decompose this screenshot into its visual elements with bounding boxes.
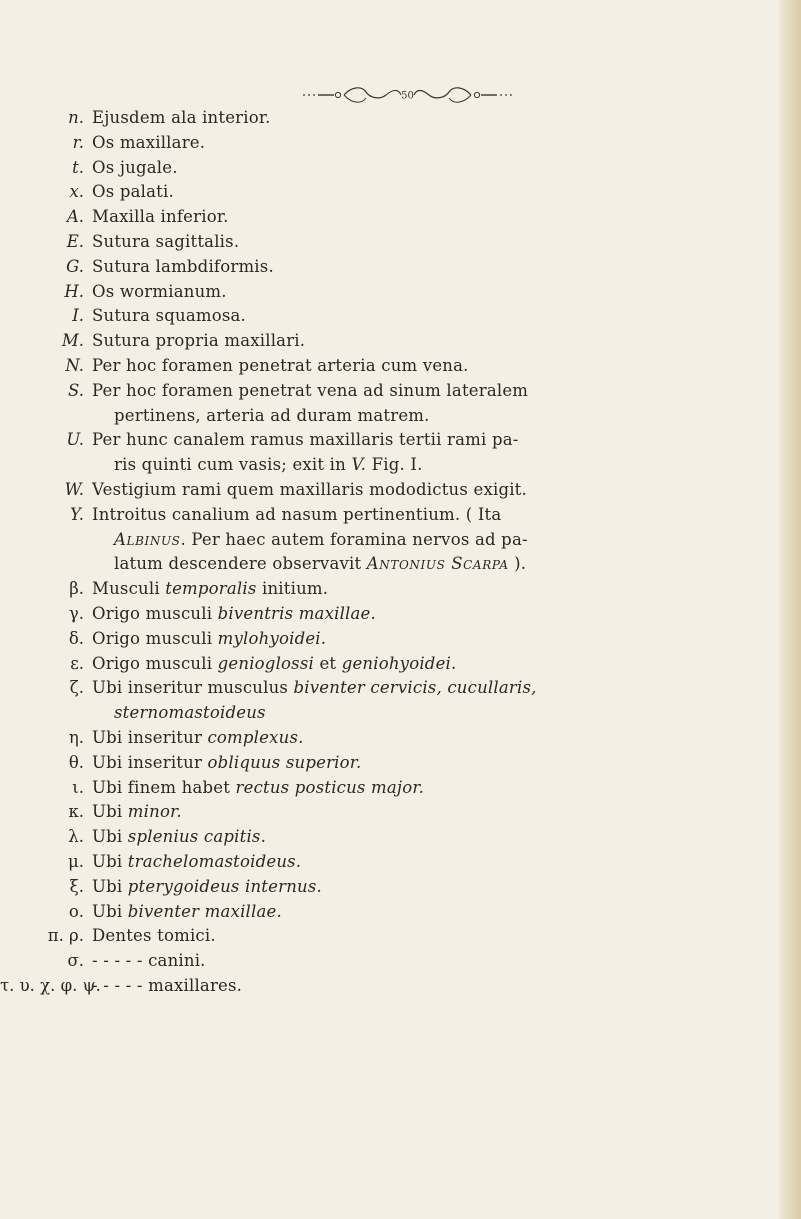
legend-description bbox=[92, 428, 752, 478]
legend-description bbox=[92, 900, 752, 925]
continuation-line bbox=[114, 528, 752, 553]
legend-description bbox=[92, 602, 752, 627]
entry-text-segment: Ubi bbox=[92, 876, 128, 896]
legend-description bbox=[92, 255, 752, 280]
legend-entry bbox=[0, 875, 780, 900]
entry-text-segment: et bbox=[314, 653, 342, 673]
legend-list bbox=[0, 106, 780, 999]
legend-entry bbox=[0, 900, 780, 925]
legend-entry bbox=[0, 280, 780, 305]
legend-entry bbox=[0, 304, 780, 329]
legend-entry bbox=[0, 602, 780, 627]
header-ornament bbox=[300, 84, 515, 106]
entry-text-segment: obliquus superior. bbox=[207, 752, 362, 772]
continuation-line bbox=[114, 404, 752, 429]
entry-text-segment: Ubi inseritur bbox=[92, 752, 208, 772]
legend-description bbox=[92, 676, 752, 726]
entry-text-segment: pertinens, arteria ad duram matrem. bbox=[114, 405, 430, 425]
legend-key: θ. bbox=[68, 752, 84, 772]
entry-text-segment: Ubi inseritur bbox=[92, 727, 208, 747]
legend-key: κ. bbox=[68, 802, 84, 822]
entry-text-segment: biventris maxillae. bbox=[217, 603, 376, 623]
entry-text-segment: biventer maxillae. bbox=[127, 901, 282, 921]
entry-text-segment: Os maxillare. bbox=[92, 132, 206, 152]
legend-key: ι. bbox=[72, 777, 84, 797]
entry-text-segment: Sutura propria maxillari. bbox=[92, 331, 306, 351]
entry-text-segment: latum descendere observavit bbox=[114, 554, 367, 574]
legend-description bbox=[92, 230, 752, 255]
legend-entry bbox=[0, 825, 780, 850]
legend-entry bbox=[0, 156, 780, 181]
entry-text-segment: rectus posticus major. bbox=[235, 777, 425, 797]
legend-description bbox=[92, 751, 752, 776]
legend-entry bbox=[0, 949, 780, 974]
legend-description bbox=[92, 776, 752, 801]
continuation-line bbox=[114, 701, 752, 726]
entry-text-segment: Albinus bbox=[114, 529, 181, 549]
continuation-line bbox=[114, 552, 752, 577]
entry-text-segment: splenius capitis. bbox=[127, 827, 267, 847]
entry-text-segment: Ejusdem ala interior. bbox=[92, 108, 271, 127]
page-number: 50 bbox=[401, 90, 414, 102]
legend-key: U. bbox=[66, 430, 84, 450]
legend-key: μ. bbox=[68, 851, 84, 871]
legend-key: τ. υ. χ. φ. ψ. bbox=[0, 975, 101, 995]
legend-description bbox=[92, 205, 752, 230]
entry-text-segment: genioglossi bbox=[217, 653, 314, 673]
legend-key: W. bbox=[64, 479, 84, 499]
entry-text-segment: Per hoc foramen penetrat arteria cum vena. bbox=[92, 355, 469, 375]
entry-text-segment: mylohyoidei. bbox=[217, 628, 327, 648]
entry-text-segment: Ubi bbox=[92, 851, 128, 871]
entry-text-segment: Origo musculi bbox=[92, 603, 218, 623]
entry-text-segment: Ubi bbox=[92, 901, 128, 921]
continuation-line bbox=[114, 453, 752, 478]
entry-text-segment: ). bbox=[508, 554, 527, 574]
page-edge-shadow bbox=[779, 0, 801, 1219]
legend-key: ε. bbox=[70, 653, 84, 673]
legend-description bbox=[92, 478, 752, 503]
legend-key: β. bbox=[69, 579, 84, 599]
entry-text-segment: geniohyoidei. bbox=[341, 653, 457, 673]
legend-entry bbox=[0, 652, 780, 677]
entry-text-segment: Sutura sagittalis. bbox=[92, 231, 240, 251]
legend-entry bbox=[0, 776, 780, 801]
entry-text-segment: Introitus canalium ad nasum pertinentium. ( Ita bbox=[92, 504, 502, 524]
entry-text-segment: Origo musculi bbox=[92, 653, 218, 673]
entry-text-segment: trachelomastoideus. bbox=[127, 851, 302, 871]
legend-description bbox=[92, 949, 752, 974]
legend-key: G. bbox=[66, 256, 84, 276]
entry-text-segment: Antonius Scarpa bbox=[366, 554, 509, 574]
legend-description bbox=[92, 652, 752, 677]
legend-entry bbox=[0, 726, 780, 751]
entry-text-segment: Ubi finem habet bbox=[92, 777, 236, 797]
legend-description bbox=[92, 800, 752, 825]
legend-description bbox=[92, 627, 752, 652]
entry-text-segment: . Per haec autem foramina nervos ad pa- bbox=[180, 529, 528, 549]
entry-text-segment: temporalis bbox=[165, 579, 257, 599]
entry-text-segment: Ubi bbox=[92, 827, 128, 847]
legend-description bbox=[92, 850, 752, 875]
legend-entry bbox=[0, 478, 780, 503]
legend-description bbox=[92, 131, 752, 156]
entry-text-segment: Os palati. bbox=[92, 182, 174, 202]
legend-key: t. bbox=[72, 157, 84, 177]
entry-text-segment: sternomastoideus bbox=[114, 703, 266, 723]
legend-key: ξ. bbox=[69, 876, 84, 896]
legend-key: M. bbox=[61, 331, 84, 351]
legend-entry bbox=[0, 205, 780, 230]
entry-text-segment: Fig. I. bbox=[366, 455, 423, 475]
legend-entry bbox=[0, 106, 780, 131]
entry-text-segment: Maxilla inferior. bbox=[92, 207, 229, 227]
legend-key: H. bbox=[64, 281, 84, 301]
legend-description bbox=[92, 329, 752, 354]
entry-text-segment: Vestigium rami quem maxillaris mododictus exigit. bbox=[92, 479, 527, 499]
entry-text-segment: Sutura lambdiformis. bbox=[92, 256, 274, 276]
legend-description bbox=[92, 156, 752, 181]
entry-text-segment: Os jugale. bbox=[92, 157, 178, 177]
legend-key: r. bbox=[72, 132, 84, 152]
legend-key: ζ. bbox=[69, 678, 84, 698]
legend-key: Y. bbox=[69, 504, 84, 524]
legend-entry bbox=[0, 255, 780, 280]
entry-text-segment: - - - - - maxillares. bbox=[92, 975, 243, 995]
legend-key: λ. bbox=[68, 827, 84, 847]
legend-key: γ. bbox=[68, 603, 84, 623]
entry-text-segment: biventer cervicis, cucullaris, bbox=[293, 678, 537, 698]
entry-text-segment: ris quinti cum vasis; exit in bbox=[114, 455, 352, 475]
legend-description bbox=[92, 924, 752, 949]
legend-entry bbox=[0, 131, 780, 156]
legend-description bbox=[92, 875, 752, 900]
legend-entry bbox=[0, 329, 780, 354]
entry-text-segment: Per hoc foramen penetrat vena ad sinum lateralem bbox=[92, 380, 529, 400]
legend-key: η. bbox=[68, 727, 84, 747]
entry-text-segment: Musculi bbox=[92, 579, 166, 599]
entry-text-segment: Origo musculi bbox=[92, 628, 218, 648]
entry-text-segment: - - - - - canini. bbox=[92, 951, 206, 971]
entry-text-segment: initium. bbox=[256, 579, 329, 599]
legend-entry bbox=[0, 974, 780, 999]
entry-text-segment: Ubi bbox=[92, 802, 128, 822]
legend-key: σ. bbox=[67, 951, 84, 971]
legend-key: π. ρ. bbox=[47, 926, 84, 946]
entry-text-segment: complexus. bbox=[207, 727, 304, 747]
legend-key: ο. bbox=[68, 901, 84, 921]
entry-text-segment: minor. bbox=[127, 802, 182, 822]
legend-key: A. bbox=[66, 207, 84, 227]
legend-entry bbox=[0, 676, 780, 726]
legend-key: n. bbox=[68, 108, 84, 127]
entry-text-segment: Per hunc canalem ramus maxillaris tertii rami pa- bbox=[92, 430, 519, 450]
legend-key: δ. bbox=[68, 628, 84, 648]
legend-entry bbox=[0, 751, 780, 776]
legend-key: x. bbox=[69, 182, 84, 202]
legend-entry bbox=[0, 627, 780, 652]
legend-entry bbox=[0, 379, 780, 429]
legend-entry bbox=[0, 503, 780, 577]
legend-entry bbox=[0, 180, 780, 205]
legend-description bbox=[92, 106, 752, 131]
legend-description bbox=[92, 379, 752, 429]
entry-text-segment: Sutura squamosa. bbox=[92, 306, 246, 326]
legend-entry bbox=[0, 428, 780, 478]
legend-key: I. bbox=[72, 306, 84, 326]
entry-text-segment: V. bbox=[351, 455, 367, 475]
legend-entry bbox=[0, 354, 780, 379]
legend-entry bbox=[0, 924, 780, 949]
legend-entry bbox=[0, 800, 780, 825]
entry-text-segment: Ubi inseritur musculus bbox=[92, 678, 294, 698]
entry-text-segment: pterygoideus internus. bbox=[127, 876, 322, 896]
legend-description bbox=[92, 825, 752, 850]
legend-key: N. bbox=[65, 355, 84, 375]
legend-description bbox=[92, 974, 752, 999]
legend-description bbox=[92, 503, 752, 577]
legend-description bbox=[92, 304, 752, 329]
entry-text-segment: Os wormianum. bbox=[92, 281, 227, 301]
legend-description bbox=[92, 280, 752, 305]
legend-key: E. bbox=[66, 231, 84, 251]
legend-entry bbox=[0, 577, 780, 602]
legend-description bbox=[92, 354, 752, 379]
legend-entry bbox=[0, 850, 780, 875]
legend-description bbox=[92, 726, 752, 751]
legend-key: S. bbox=[68, 380, 84, 400]
entry-text-segment: Dentes tomici. bbox=[92, 926, 216, 946]
legend-description bbox=[92, 577, 752, 602]
legend-entry bbox=[0, 230, 780, 255]
legend-description bbox=[92, 180, 752, 205]
